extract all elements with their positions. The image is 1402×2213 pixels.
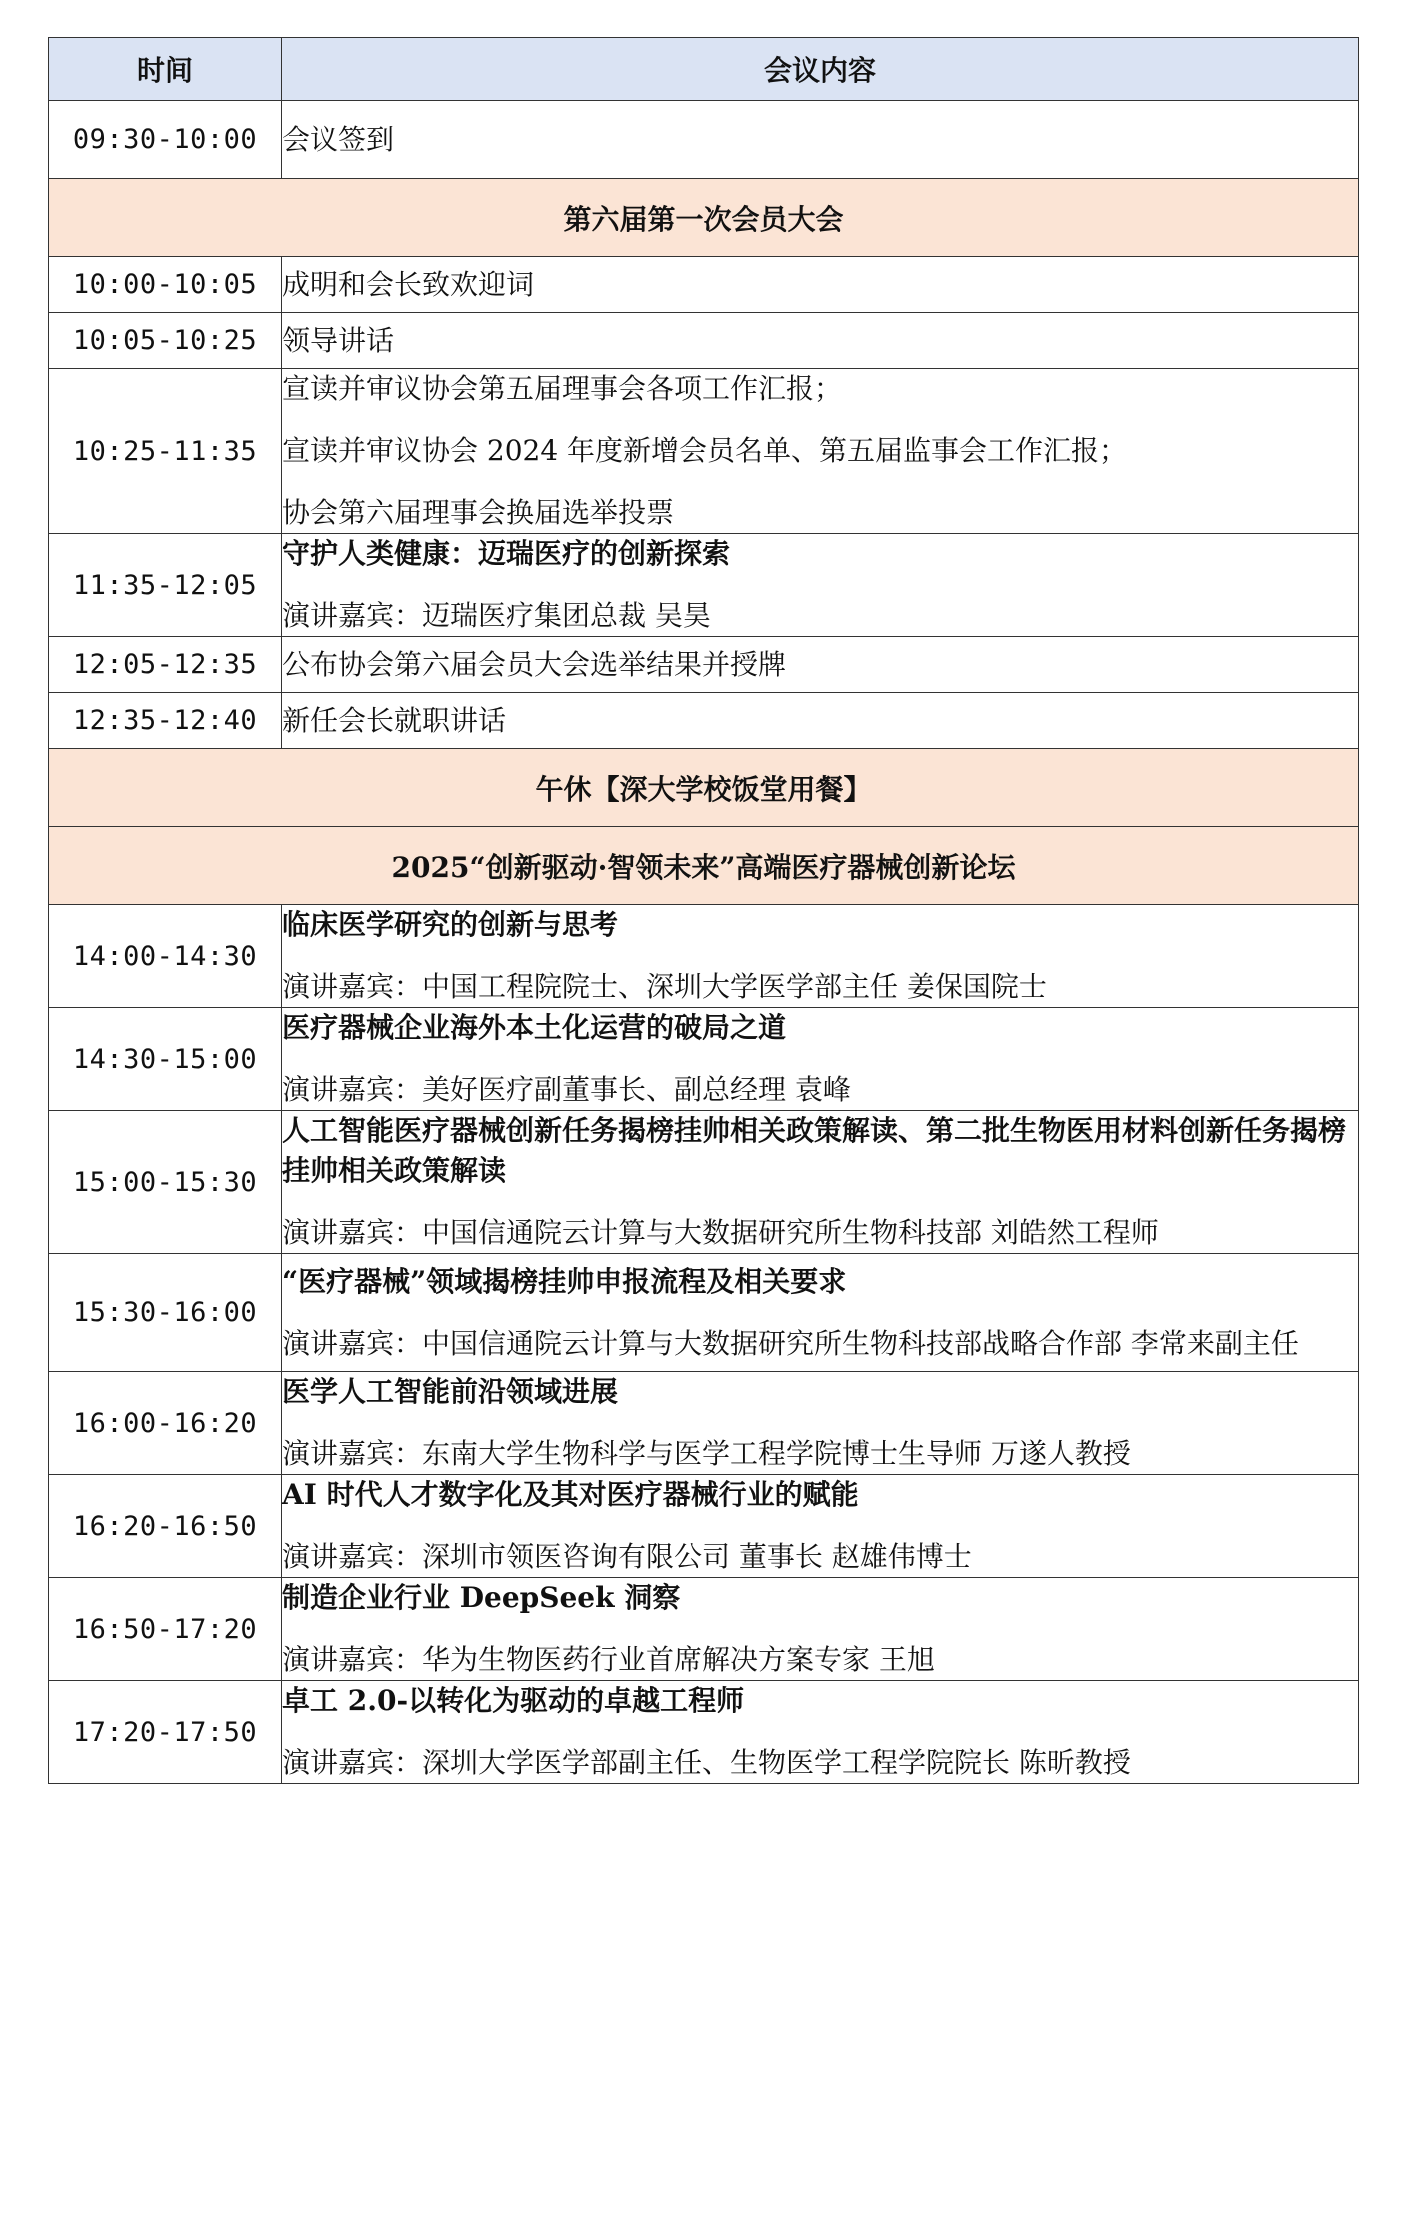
content-line: 公布协会第六届会员大会选举结果并授牌	[282, 647, 787, 681]
time-cell: 10:05-10:25	[49, 313, 282, 369]
content-line: 协会第六届理事会换届选举投票	[282, 496, 675, 529]
content-line: 演讲嘉宾：中国信通院云计算与大数据研究所生物科技部 刘皓然工程师	[282, 1216, 1159, 1249]
content-cell	[282, 1372, 1359, 1475]
content-line: 领导讲话	[282, 323, 395, 357]
section-title: 第六届第一次会员大会	[49, 179, 1359, 257]
agenda-row	[49, 637, 1359, 693]
content-cell	[282, 257, 1359, 313]
time-cell: 15:00-15:30	[49, 1111, 282, 1254]
agenda-row	[49, 1111, 1359, 1254]
section-row	[49, 827, 1359, 905]
time-cell: 09:30-10:00	[49, 101, 282, 179]
time-cell: 12:35-12:40	[49, 693, 282, 749]
content-line: 宣读并审议协会 2024 年度新增会员名单、第五届监事会工作汇报；	[282, 434, 1128, 467]
content-cell	[282, 1578, 1359, 1681]
agenda-row	[49, 1681, 1359, 1784]
talk-title: 医疗器械企业海外本土化运营的破局之道	[282, 1011, 787, 1044]
section-title: 午休【深大学校饭堂用餐】	[49, 749, 1359, 827]
content-cell	[282, 1475, 1359, 1578]
header-row	[49, 38, 1359, 101]
agenda-table	[48, 37, 1359, 1784]
talk-title: 医学人工智能前沿领域进展	[282, 1375, 619, 1408]
content-cell	[282, 313, 1359, 369]
content-line: 成明和会长致欢迎词	[282, 267, 535, 301]
time-cell: 15:30-16:00	[49, 1254, 282, 1372]
content-line: 演讲嘉宾：迈瑞医疗集团总裁 吴昊	[282, 599, 711, 632]
agenda-row	[49, 1475, 1359, 1578]
section-title: 2025“创新驱动·智领未来”高端医疗器械创新论坛	[49, 827, 1359, 905]
content-line: 宣读并审议协会第五届理事会各项工作汇报；	[282, 372, 843, 405]
time-cell: 16:20-16:50	[49, 1475, 282, 1578]
agenda-row	[49, 1372, 1359, 1475]
talk-title: 临床医学研究的创新与思考	[282, 908, 619, 941]
content-line: 演讲嘉宾：美好医疗副董事长、副总经理 袁峰	[282, 1073, 851, 1106]
section-row	[49, 749, 1359, 827]
agenda-row	[49, 1578, 1359, 1681]
content-cell	[282, 1254, 1359, 1372]
time-cell: 16:00-16:20	[49, 1372, 282, 1475]
content-cell	[282, 1008, 1359, 1111]
content-cell	[282, 101, 1359, 179]
header-time: 时间	[49, 38, 282, 101]
agenda-row	[49, 1008, 1359, 1111]
talk-title: “医疗器械”领域揭榜挂帅申报流程及相关要求	[282, 1264, 847, 1298]
time-cell: 14:00-14:30	[49, 905, 282, 1008]
agenda-body	[49, 101, 1359, 1784]
talk-title: 人工智能医疗器械创新任务揭榜挂帅相关政策解读、第二批生物医用材料创新任务揭榜挂帅相关政策解读	[282, 1114, 1347, 1187]
content-line: 演讲嘉宾：中国工程院院士、深圳大学医学部主任 姜保国院士	[282, 970, 1047, 1003]
agenda-row	[49, 693, 1359, 749]
content-line: 会议签到	[282, 122, 395, 156]
header-content: 会议内容	[282, 38, 1359, 101]
content-cell	[282, 534, 1359, 637]
content-cell	[282, 637, 1359, 693]
content-line: 演讲嘉宾：深圳大学医学部副主任、生物医学工程学院院长 陈昕教授	[282, 1746, 1131, 1779]
agenda-row	[49, 257, 1359, 313]
time-cell: 10:00-10:05	[49, 257, 282, 313]
agenda-row	[49, 1254, 1359, 1372]
content-line: 演讲嘉宾：东南大学生物科学与医学工程学院博士生导师 万遂人教授	[282, 1437, 1131, 1470]
talk-title: 守护人类健康：迈瑞医疗的创新探索	[282, 537, 731, 570]
content-cell	[282, 1111, 1359, 1254]
talk-title: AI 时代人才数字化及其对医疗器械行业的赋能	[282, 1478, 859, 1511]
content-cell	[282, 905, 1359, 1008]
content-line: 新任会长就职讲话	[282, 703, 507, 737]
content-cell	[282, 693, 1359, 749]
time-cell: 10:25-11:35	[49, 369, 282, 534]
agenda-row	[49, 313, 1359, 369]
talk-title: 制造企业行业 DeepSeek 洞察	[282, 1581, 681, 1614]
agenda-row	[49, 101, 1359, 179]
time-cell: 12:05-12:35	[49, 637, 282, 693]
agenda-row	[49, 534, 1359, 637]
content-line: 演讲嘉宾：华为生物医药行业首席解决方案专家 王旭	[282, 1643, 935, 1676]
content-cell	[282, 1681, 1359, 1784]
time-cell: 17:20-17:50	[49, 1681, 282, 1784]
time-cell: 16:50-17:20	[49, 1578, 282, 1681]
time-cell: 14:30-15:00	[49, 1008, 282, 1111]
agenda-row	[49, 905, 1359, 1008]
content-line: 演讲嘉宾：深圳市领医咨询有限公司 董事长 赵雄伟博士	[282, 1540, 972, 1573]
section-row	[49, 179, 1359, 257]
content-cell	[282, 369, 1359, 534]
talk-title: 卓工 2.0-以转化为驱动的卓越工程师	[282, 1684, 745, 1717]
agenda-row	[49, 369, 1359, 534]
content-line: 演讲嘉宾：中国信通院云计算与大数据研究所生物科技部战略合作部 李常来副主任	[282, 1326, 1299, 1360]
time-cell: 11:35-12:05	[49, 534, 282, 637]
